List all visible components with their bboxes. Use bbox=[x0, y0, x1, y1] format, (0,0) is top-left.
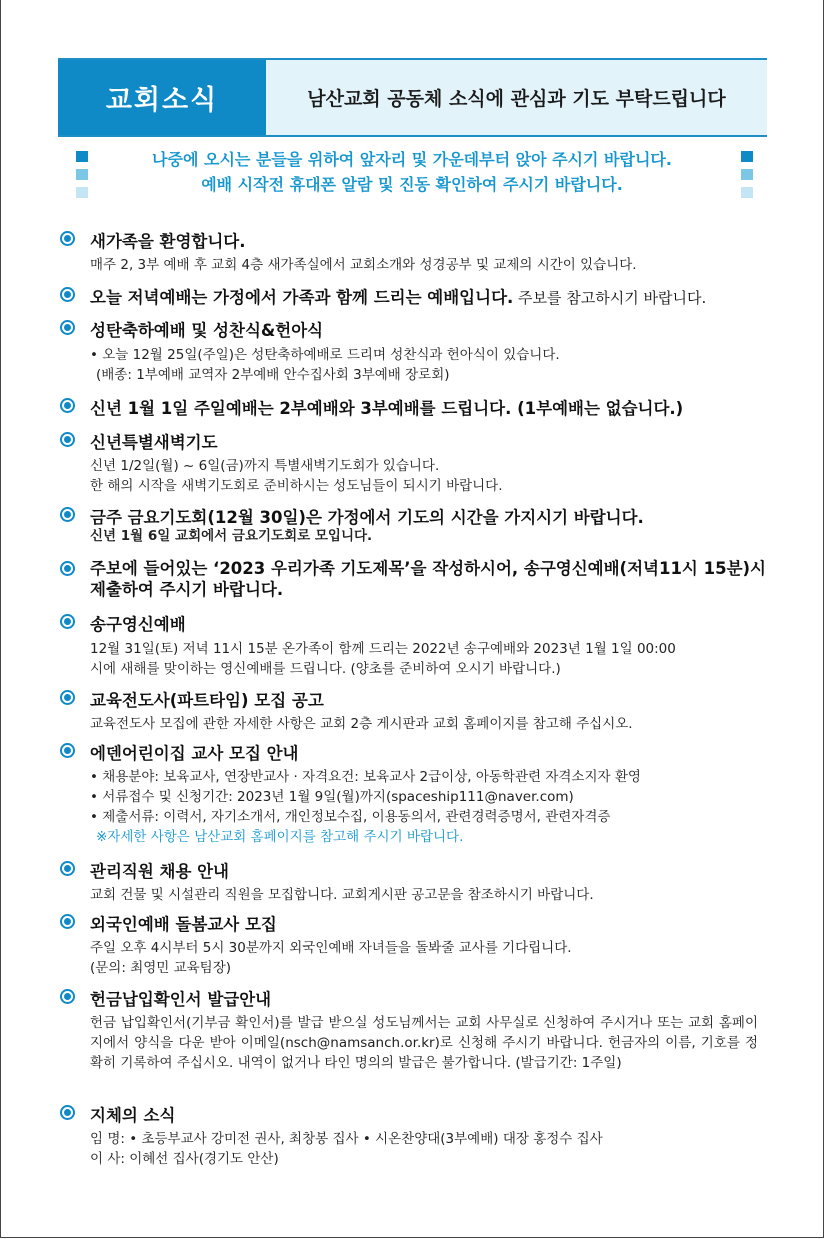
page-subtitle: 남산교회 공동체 소식에 관심과 기도 부탁드립니다 bbox=[266, 60, 767, 135]
body-line: 교회 건물 및 시설관리 직원을 모집합니다. 교회게시판 공고문을 참조하시기 바랍니다. bbox=[90, 887, 594, 903]
circle-bullet-icon bbox=[60, 507, 75, 522]
circle-bullet-icon bbox=[60, 614, 75, 629]
circle-bullet-icon bbox=[60, 231, 75, 246]
page-title: 교회소식 bbox=[58, 60, 266, 135]
news-item-body bbox=[90, 639, 770, 679]
body-line: • 오늘 12월 25일(주일)은 성탄축하예배로 드리며 성찬식과 헌아식이 있습니다. bbox=[90, 347, 560, 363]
title-bold: 오늘 저녁예배는 가정에서 가족과 함께 드리는 예배입니다. bbox=[90, 288, 514, 307]
news-item-title bbox=[90, 284, 706, 308]
news-item-body bbox=[90, 1129, 770, 1169]
news-item-title: 신년특별새벽기도 bbox=[90, 433, 218, 452]
news-item-body bbox=[90, 1013, 770, 1073]
circle-bullet-icon bbox=[60, 743, 75, 758]
news-item-title: 헌금납입확인서 발급안내 bbox=[90, 990, 272, 1009]
news-item-body bbox=[90, 526, 770, 546]
news-item-title: 송구영신예배 bbox=[90, 615, 186, 634]
news-item-body bbox=[90, 767, 770, 847]
news-item-title: 신년 1월 1일 주일예배는 2부예배와 3부예배를 드립니다. (1부예배는 없습니다.) bbox=[90, 399, 684, 418]
body-line: • 채용분야: 보육교사, 연장반교사 · 자격요건: 보육교사 2급이상, 아동학관련 자격소지자 환영 bbox=[90, 769, 641, 785]
news-item-body bbox=[90, 885, 770, 905]
news-item-body bbox=[90, 456, 770, 496]
body-line: 한 해의 시작을 새벽기도회로 준비하시는 성도님들이 되시기 바랍니다. bbox=[90, 478, 503, 494]
news-item-title: 외국인예배 돌봄교사 모집 bbox=[90, 915, 277, 934]
notice-line-1: 나중에 오시는 분들을 위하여 앞자리 및 가운데부터 앉아 주시기 바랍니다. bbox=[152, 150, 672, 169]
circle-bullet-icon bbox=[60, 287, 75, 302]
news-item-title: 교육전도사(파트타임) 모집 공고 bbox=[90, 691, 324, 710]
body-line: 12월 31일(토) 저녁 11시 15분 온가족이 함께 드리는 2022년 송구예배와 2023년 1월 1일 00:00 bbox=[90, 641, 676, 657]
circle-bullet-icon bbox=[60, 861, 75, 876]
news-item-title: 성탄축하예배 및 성찬식&헌아식 bbox=[90, 321, 324, 340]
news-item-body bbox=[90, 255, 770, 275]
news-item-title: 지체의 소식 bbox=[90, 1106, 176, 1125]
body-line: • 서류접수 및 신청기간: 2023년 1월 9일(월)까지(spaceship111@naver.com) bbox=[90, 789, 574, 805]
body-line: (문의: 최영민 교육팀장) bbox=[90, 960, 232, 976]
news-item-title: 새가족을 환영합니다. bbox=[90, 232, 246, 251]
circle-bullet-icon bbox=[60, 320, 75, 335]
body-line: 매주 2, 3부 예배 후 교회 4층 새가족실에서 교회소개와 성경공부 및 교제의 시간이 있습니다. bbox=[90, 257, 637, 273]
body-line: 시에 새해를 맞이하는 영신예배를 드립니다. (양초를 준비하여 오시기 바랍니다.) bbox=[90, 661, 561, 677]
circle-bullet-icon bbox=[60, 398, 75, 413]
circle-bullet-icon bbox=[60, 1105, 75, 1120]
body-paragraph: 헌금 납입확인서(기부금 확인서)를 발급 받으실 성도님께서는 교회 사무실로 신청하여 주시거나 또는 교회 홈페이지에서 양식을 다운 받아 이메일(nsch@namsanch.or.kr)로 신청해 주시기 바랍니다. 헌금자의 이름, 기호를 정확히 기록하여 주십시오. 내역이 없거나 타인 명의의 발급은 불가합니다. (발급기간: 1주일) bbox=[90, 1015, 758, 1071]
notice-box bbox=[0, 145, 824, 205]
body-line: 주일 오후 4시부터 5시 30분까지 외국인예배 자녀들을 돌봐줄 교사를 기다립니다. bbox=[90, 940, 572, 956]
circle-bullet-icon bbox=[60, 561, 75, 576]
circle-bullet-icon bbox=[60, 432, 75, 447]
circle-bullet-icon bbox=[60, 914, 75, 929]
circle-bullet-icon bbox=[60, 989, 75, 1004]
body-line: 신년 1월 6일 교회에서 금요기도회로 모입니다. bbox=[90, 528, 373, 544]
body-line: 임 명: • 초등부교사 강미전 권사, 최창봉 집사 • 시온찬양대(3부예배) 대장 홍정수 집사 bbox=[90, 1131, 603, 1147]
circle-bullet-icon bbox=[60, 690, 75, 705]
news-item-title: 관리직원 채용 안내 bbox=[90, 862, 230, 881]
news-item-title: 주보에 들어있는 ‘2023 우리가족 기도제목’을 작성하시어, 송구영신예배(저녁11시 15분)시 제출하여 주시기 바랍니다. bbox=[90, 559, 766, 599]
body-line: (배종: 1부예배 교역자 2부예배 안수집사회 3부예배 장로회) bbox=[96, 367, 450, 383]
news-item-title: 금주 금요기도회(12월 30일)은 가정에서 기도의 시간을 가지시기 바랍니다. bbox=[90, 508, 644, 527]
title-plain: 주보를 참고하시기 바랍니다. bbox=[513, 289, 707, 307]
body-line: 교육전도사 모집에 관한 자세한 사항은 교회 2층 게시판과 교회 홈페이지를 참고해 주십시오. bbox=[90, 716, 633, 732]
body-note: ※자세한 사항은 남산교회 홈페이지를 참고해 주시기 바랍니다. bbox=[96, 829, 464, 845]
body-line: • 제출서류: 이력서, 자기소개서, 개인정보수집, 이용동의서, 관련경력증명서, 관련자격증 bbox=[90, 809, 611, 825]
news-item-body bbox=[90, 714, 770, 734]
news-item-body bbox=[90, 938, 770, 978]
notice-line-2: 예배 시작전 휴대폰 알람 및 진동 확인하여 주시기 바랍니다. bbox=[201, 175, 623, 194]
header-bar bbox=[58, 58, 767, 137]
news-item-title: 에덴어린이집 교사 모집 안내 bbox=[90, 744, 299, 763]
news-item-body bbox=[90, 345, 770, 385]
body-line: 신년 1/2일(월) ~ 6일(금)까지 특별새벽기도회가 있습니다. bbox=[90, 458, 440, 474]
body-line: 이 사: 이혜선 집사(경기도 안산) bbox=[90, 1151, 279, 1167]
